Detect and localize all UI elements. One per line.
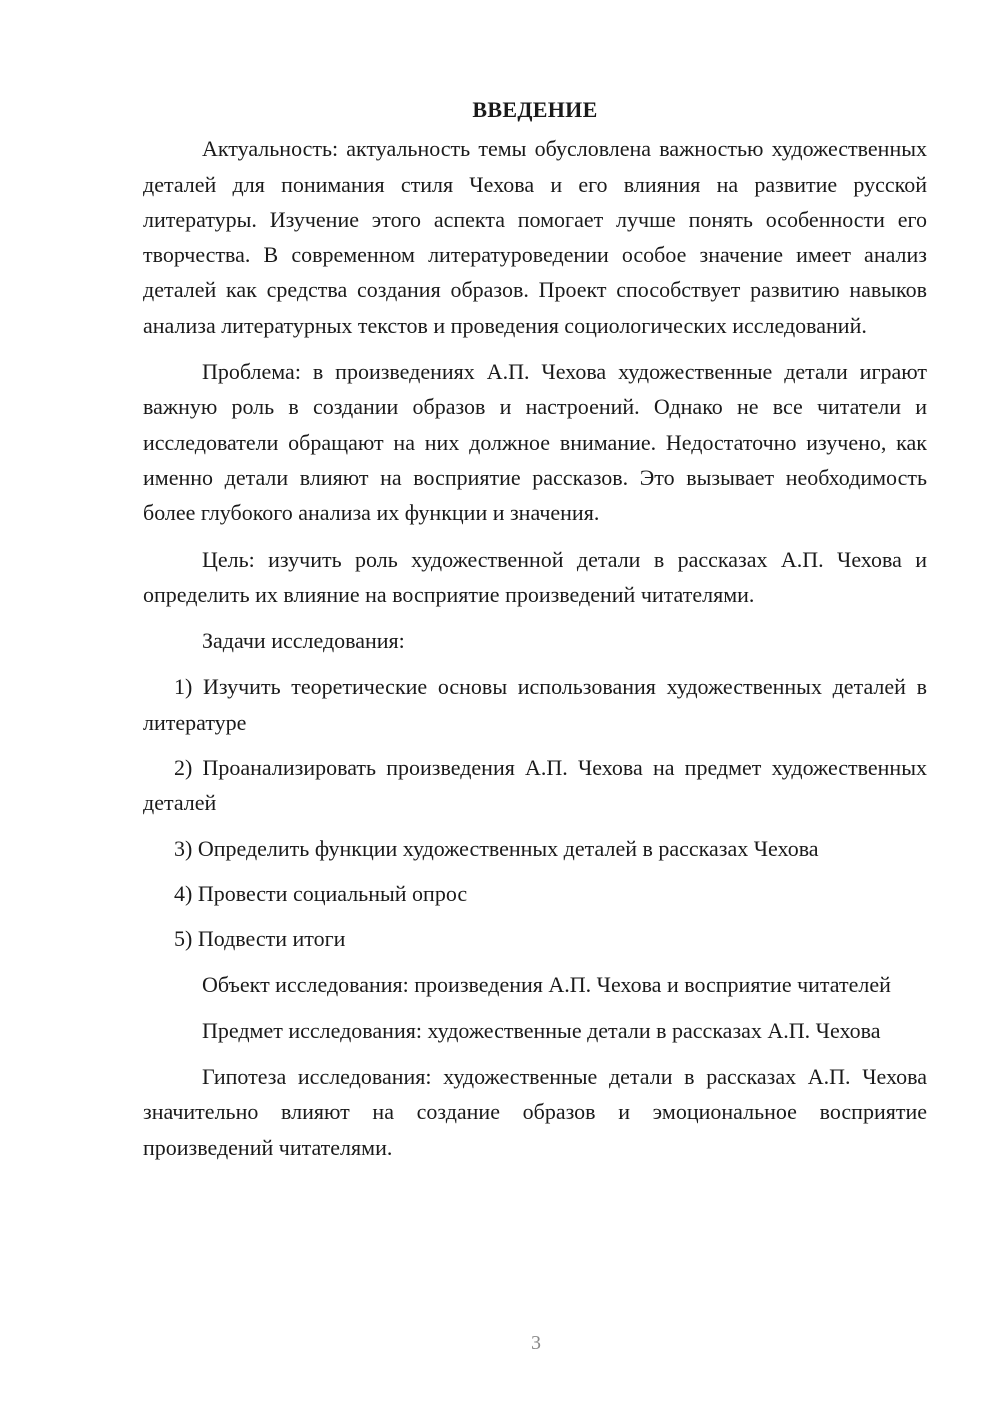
subject-paragraph: Предмет исследования: художественные детали в рассказах А.П. Чехова — [202, 1017, 881, 1043]
task-item: 3) Определить функции художественных деталей в рассказах Чехова — [174, 835, 819, 861]
task-item: 1) Изучить теоретические основы использования художественных деталей в литературе — [143, 674, 927, 735]
tasks-heading: Задачи исследования: — [202, 628, 405, 654]
section-title: ВВЕДЕНИЕ — [472, 97, 598, 122]
document-page — [143, 92, 927, 1176]
task-item: 5) Подвести итоги — [174, 926, 346, 952]
object-paragraph: Объект исследования: произведения А.П. Чехова и восприятие читателей — [202, 971, 891, 997]
problem-paragraph: Проблема: в произведениях А.П. Чехова художественные детали играют важную роль в создании образов и настроений. Однако не все читатели и исследователи обращают на них должное внимание. Недостаточно изучено, как именно детали влияют на восприятие рассказов. Это вызывает необходимость более глубокого анализа их функции и значения. — [143, 359, 927, 526]
relevance-paragraph: Актуальность: актуальность темы обусловлена важностью художественных деталей для понимания стиля Чехова и его влияния на развитие русской литературы. Изучение этого аспекта помогает лучше понять особенности его творчества. В современном литературоведении особое значение имеет анализ деталей как средства создания образов. Проект способствует развитию навыков анализа литературных текстов и проведения социологических исследований. — [143, 136, 927, 338]
task-item: 4) Провести социальный опрос — [174, 880, 468, 906]
page-number: 3 — [531, 1332, 541, 1354]
hypothesis-paragraph: Гипотеза исследования: художественные детали в рассказах А.П. Чехова значительно влияют на создание образов и эмоциональное восприятие произведений читателями. — [143, 1064, 927, 1160]
task-item: 2) Проанализировать произведения А.П. Чехова на предмет художественных деталей — [143, 755, 927, 816]
goal-paragraph: Цель: изучить роль художественной детали в рассказах А.П. Чехова и определить их влияние на восприятие произведений читателями. — [143, 546, 927, 607]
